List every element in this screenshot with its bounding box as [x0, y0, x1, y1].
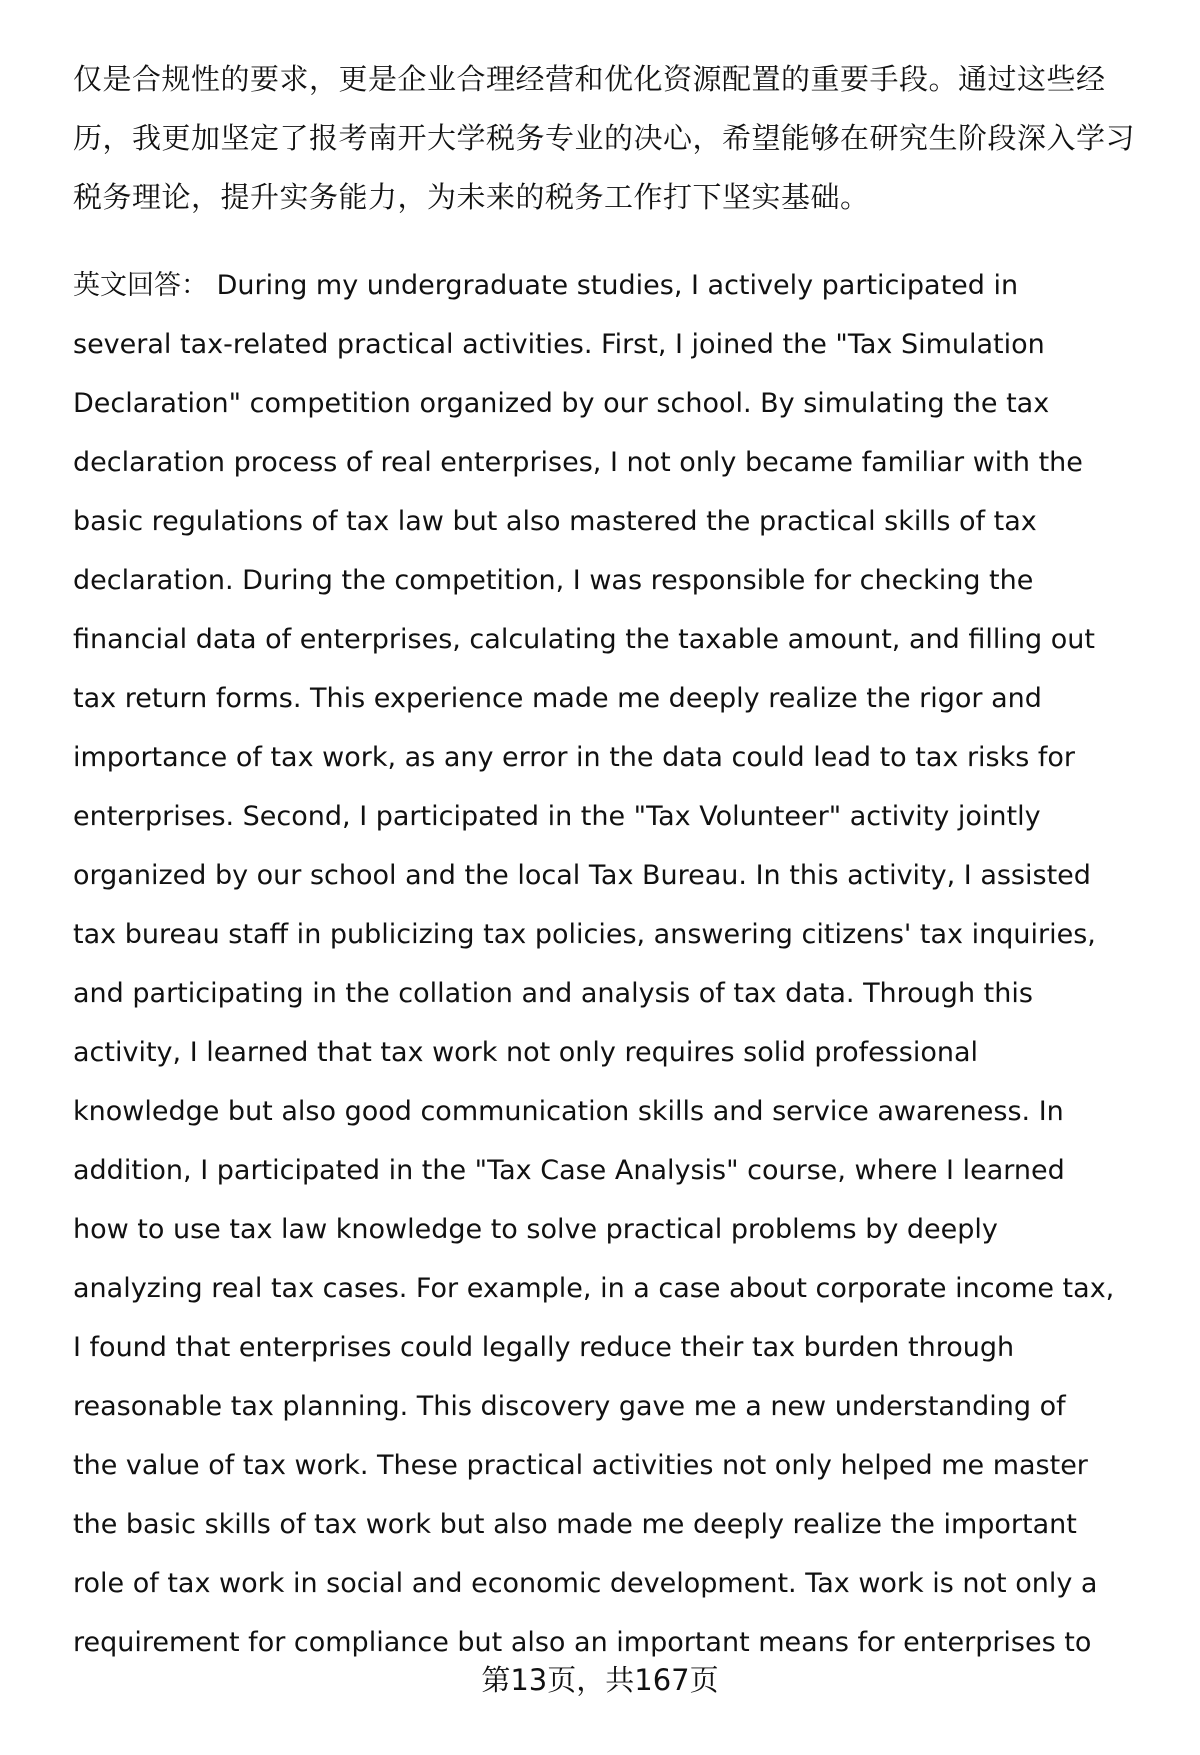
english-paragraph-line: analyzing real tax cases. For example, in a case about corporate income tax, [73, 1273, 1115, 1304]
english-paragraph-line: several tax-related practical activities. First, I joined the "Tax Simulation [73, 329, 1045, 360]
english-paragraph-line: the basic skills of tax work but also made me deeply realize the important [73, 1509, 1077, 1540]
english-paragraph-line: and participating in the collation and analysis of tax data. Through this [73, 978, 1033, 1009]
english-paragraph-line: importance of tax work, as any error in the data could lead to tax risks for [73, 742, 1076, 773]
english-paragraph-line: financial data of enterprises, calculating the taxable amount, and filling out [73, 624, 1095, 655]
english-paragraph-line: the value of tax work. These practical activities not only helped me master [73, 1450, 1088, 1481]
chinese-paragraph-line: 税务理论，提升实务能力，为未来的税务工作打下坚实基础。 [73, 180, 870, 214]
english-paragraph-line: declaration. During the competition, I was responsible for checking the [73, 565, 1034, 596]
english-paragraph-line: I found that enterprises could legally reduce their tax burden through [73, 1332, 1015, 1363]
chinese-paragraph-line: 历，我更加坚定了报考南开大学税务专业的决心，希望能够在研究生阶段深入学习 [73, 121, 1136, 155]
english-paragraph-line: organized by our school and the local Tax Bureau. In this activity, I assisted [73, 860, 1091, 891]
page-number-footer: 第13页，共167页 [481, 1663, 719, 1697]
english-paragraph-line: tax bureau staff in publicizing tax policies, answering citizens' tax inquiries, [73, 919, 1096, 950]
english-paragraph-line: requirement for compliance but also an important means for enterprises to [73, 1627, 1092, 1658]
chinese-paragraph-line: 仅是合规性的要求，更是企业合理经营和优化资源配置的重要手段。通过这些经 [73, 62, 1106, 96]
english-paragraph-line: declaration process of real enterprises, I not only became familiar with the [73, 447, 1083, 478]
english-paragraph-line: activity, I learned that tax work not only requires solid professional [73, 1037, 979, 1068]
english-paragraph-line: basic regulations of tax law but also mastered the practical skills of tax [73, 506, 1037, 537]
english-paragraph-line: Declaration" competition organized by our school. By simulating the tax [73, 388, 1050, 419]
english-paragraph-line: addition, I participated in the "Tax Case Analysis" course, where I learned [73, 1155, 1065, 1186]
english-paragraph-line: tax return forms. This experience made me deeply realize the rigor and [73, 683, 1042, 714]
english-paragraph-line: knowledge but also good communication skills and service awareness. In [73, 1096, 1064, 1127]
english-paragraph-line: how to use tax law knowledge to solve practical problems by deeply [73, 1214, 998, 1245]
english-paragraph-line: reasonable tax planning. This discovery gave me a new understanding of [73, 1391, 1066, 1422]
english-paragraph-line: enterprises. Second, I participated in the "Tax Volunteer" activity jointly [73, 801, 1041, 832]
english-paragraph-line: 英文回答： During my undergraduate studies, I actively participated in [73, 270, 1019, 301]
english-paragraph-line: role of tax work in social and economic development. Tax work is not only a [73, 1568, 1098, 1599]
